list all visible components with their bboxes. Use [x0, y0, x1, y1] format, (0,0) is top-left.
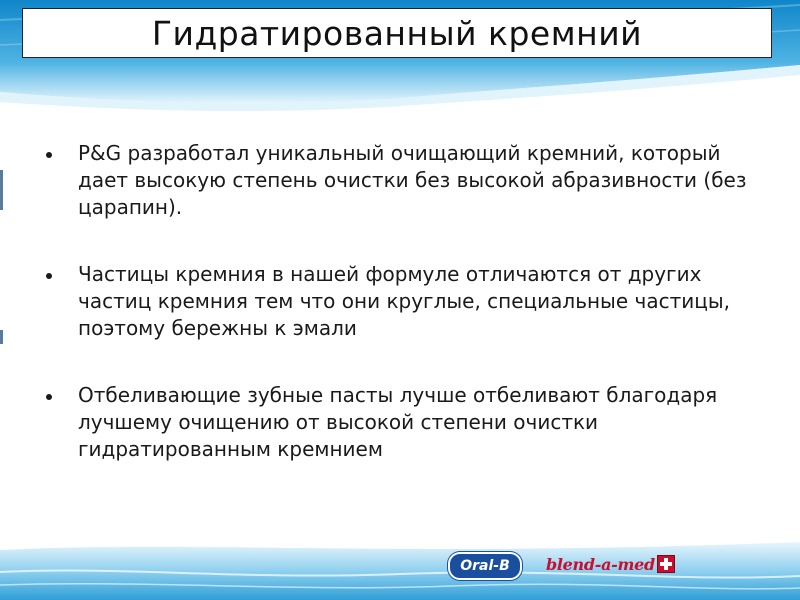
bullet-text: Частицы кремния в нашей формуле отличаются от других частиц кремния тем что они круглые, специальные частицы, поэтому бережны к эмали	[78, 262, 730, 340]
bottom-water-banner	[0, 530, 800, 600]
title-box	[22, 8, 772, 58]
bullet-icon	[46, 152, 52, 158]
bullet-icon	[46, 394, 52, 400]
bullet-icon	[46, 273, 52, 279]
cross-icon	[657, 555, 675, 573]
bullet-item	[44, 261, 764, 342]
bullet-text: P&G разработал уникальный очищающий кремний, который дает высокую степень очистки без высокой абразивности (без царапин).	[78, 141, 747, 219]
slide-title: Гидратированный кремний	[151, 13, 643, 53]
blend-a-med-logo	[546, 552, 675, 576]
bullet-item	[44, 382, 764, 463]
oral-b-logo-text: Oral-B	[460, 558, 510, 574]
bullet-item	[44, 140, 764, 221]
bullet-list	[44, 140, 764, 503]
oral-b-logo	[448, 552, 522, 580]
left-edge-mark	[0, 170, 3, 210]
bullet-text: Отбеливающие зубные пасты лучше отбеливают благодаря лучшему очищению от высокой степени очистки гидратированным кремнием	[78, 383, 718, 461]
left-edge-mark	[0, 330, 3, 344]
blend-a-med-logo-text: blend-a-med	[546, 554, 655, 574]
